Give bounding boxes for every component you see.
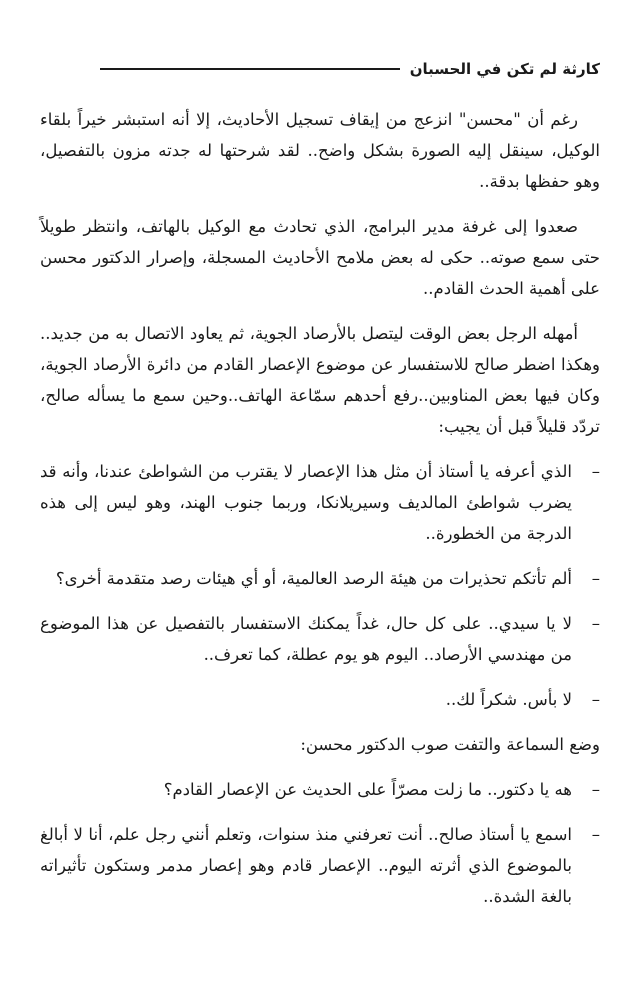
paragraph: صعدوا إلى غرفة مدير البرامج، الذي تحادث مع الوكيل بالهاتف، وانتظر طويلاً حتى سمع صوته.. حكى له بعض ملامح الأحاديث المسجلة، وإصرار الدكتور محسن على أهمية الحدث القادم.. (40, 217, 600, 298)
dialogue-text: هه يا دكتور.. ما زلت مصرّاً على الحديث عن الإعصار القادم؟ (163, 780, 572, 799)
dialogue-line (40, 563, 600, 594)
dialogue-text: الذي أعرفه يا أستاذ أن مثل هذا الإعصار لا يقترب من الشواطئ عندنا، وأنه قد يضرب شواطئ المالديف وسيريلانكا، وربما جنوب الهند، وهو ليس إلى هذه الدرجة من الخطورة.. (40, 462, 572, 543)
dialogue-text: لا يا سيدي.. على كل حال، غداً يمكنك الاستفسار بالتفصيل عن هذا الموضوع من مهندسي الأرصاد.. اليوم هو يوم عطلة، كما تعرف.. (40, 614, 572, 664)
dialogue-dash: – (591, 780, 600, 799)
dialogue-dash: – (591, 614, 600, 633)
dialogue-dash: – (591, 569, 600, 588)
dialogue-text: ألم تأتكم تحذيرات من هيئة الرصد العالمية، أو أي هيئات رصد متقدمة أخرى؟ (55, 569, 572, 588)
header-rule (100, 68, 400, 70)
dialogue-dash: – (591, 825, 600, 844)
dialogue-dash: – (591, 690, 600, 709)
book-page (40, 54, 600, 986)
dialogue-text: لا بأس. شكراً لك.. (445, 690, 572, 709)
dialogue-line (40, 456, 600, 549)
chapter-title: كارثة لم تكن في الحسبان (409, 60, 600, 78)
dialogue-line (40, 684, 600, 715)
body-text (40, 104, 600, 912)
running-head (40, 54, 600, 84)
dialogue-text: اسمع يا أستاذ صالح.. أنت تعرفني منذ سنوات، وتعلم أنني رجل علم، أنا لا أبالغ بالموضوع الذي أثرته اليوم.. الإعصار قادم وهو إعصار مدمر وستكون تأثيراته بالغة الشدة.. (40, 825, 572, 906)
paragraph: أمهله الرجل بعض الوقت ليتصل بالأرصاد الجوية، ثم يعاود الاتصال به من جديد.. وهكذا اضطر صالح للاستفسار عن موضوع الإعصار القادم من دائرة الأرصاد الجوية، وكان فيها بعض المناوبين..رفع أحدهم سمّاعة الهاتف..وحين سمع ما يسأله صالح، تردّد قليلاً قبل أن يجيب: (40, 324, 600, 436)
dialogue-line (40, 608, 600, 670)
dialogue-dash: – (591, 462, 600, 481)
paragraph: وضع السماعة والتفت صوب الدكتور محسن: (300, 735, 600, 754)
paragraph: رغم أن "محسن" انزعج من إيقاف تسجيل الأحاديث، إلا أنه استبشر خيراً بلقاء الوكيل، سينقل إليه الصورة بشكل واضح.. لقد شرحتها له جدته مزون بالتفصيل، وهو حفظها بدقة.. (40, 110, 600, 191)
dialogue-line (40, 819, 600, 912)
dialogue-line (40, 774, 600, 805)
